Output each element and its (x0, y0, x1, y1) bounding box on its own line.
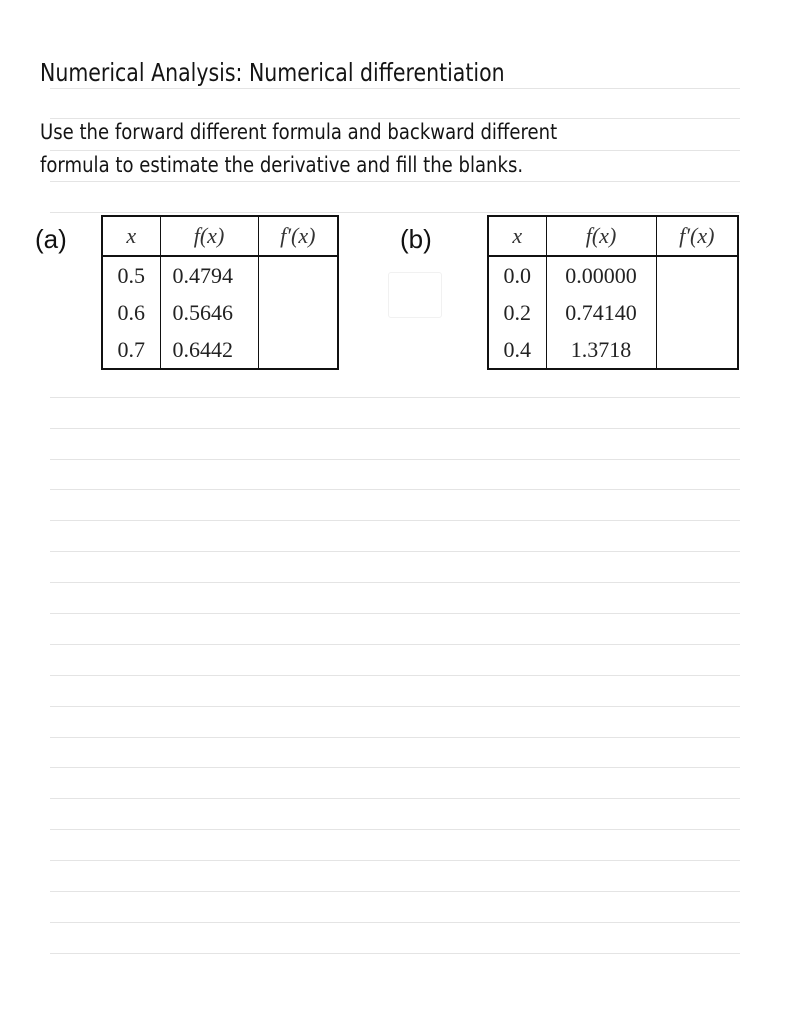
cell-dfx-blank[interactable] (258, 256, 338, 294)
rule-line (50, 613, 740, 614)
rule-line (50, 88, 740, 89)
rule-line (50, 582, 740, 583)
cell-fx: 1.3718 (546, 331, 656, 369)
cell-dfx-blank[interactable] (656, 331, 738, 369)
table-row (488, 256, 738, 294)
rule-line (50, 397, 740, 398)
cell-dfx-blank[interactable] (258, 294, 338, 331)
cell-x: 0.4 (503, 336, 531, 362)
rule-line (50, 118, 740, 119)
cell-x: 0.2 (503, 299, 531, 325)
cell-x: 0.5 (117, 262, 145, 288)
cell-dfx-blank[interactable] (656, 256, 738, 294)
cell-dfx-blank[interactable] (656, 294, 738, 331)
rule-line (50, 706, 740, 707)
rule-line (50, 520, 740, 521)
table-row (102, 256, 338, 294)
part-a-label: (a) (35, 224, 67, 254)
instruction-line-1: Use the forward different formula and backward different (40, 120, 558, 144)
rule-line (50, 428, 740, 429)
header-dfx: f′(x) (656, 216, 738, 256)
part-b-label: (b) (400, 224, 432, 254)
rule-line (50, 829, 740, 830)
rule-line (50, 181, 740, 182)
header-x: x (488, 216, 546, 256)
table-part-b (487, 215, 739, 370)
rule-line (50, 767, 740, 768)
rule-line (50, 891, 740, 892)
rule-line (50, 212, 740, 213)
table-row (102, 294, 338, 331)
faint-artifact (388, 272, 442, 318)
cell-fx: 0.74140 (546, 294, 656, 331)
table-row (102, 331, 338, 369)
rule-line (50, 489, 740, 490)
rule-line (50, 644, 740, 645)
rule-line (50, 551, 740, 552)
cell-dfx-blank[interactable] (258, 331, 338, 369)
header-fx: f(x) (546, 216, 656, 256)
page-title: Numerical Analysis: Numerical differentiation (40, 58, 505, 87)
rule-line (50, 150, 740, 151)
rule-line (50, 922, 740, 923)
header-x: x (102, 216, 160, 256)
cell-fx: 0.6442 (160, 331, 258, 369)
table-row (488, 294, 738, 331)
rule-line (50, 737, 740, 738)
table-row (488, 331, 738, 369)
table-header-row (102, 216, 338, 256)
table-part-a (101, 215, 339, 370)
cell-x: 0.0 (503, 262, 531, 288)
cell-fx: 0.00000 (546, 256, 656, 294)
header-fx: f(x) (160, 216, 258, 256)
rule-line (50, 459, 740, 460)
rule-line (50, 860, 740, 861)
rule-line (50, 798, 740, 799)
header-dfx: f′(x) (258, 216, 338, 256)
rule-line (50, 953, 740, 954)
rule-line (50, 675, 740, 676)
cell-fx: 0.5646 (160, 294, 258, 331)
cell-x: 0.6 (117, 299, 145, 325)
cell-fx: 0.4794 (160, 256, 258, 294)
cell-x: 0.7 (117, 336, 145, 362)
instruction-line-2: formula to estimate the derivative and fill the blanks. (40, 153, 524, 177)
table-header-row (488, 216, 738, 256)
